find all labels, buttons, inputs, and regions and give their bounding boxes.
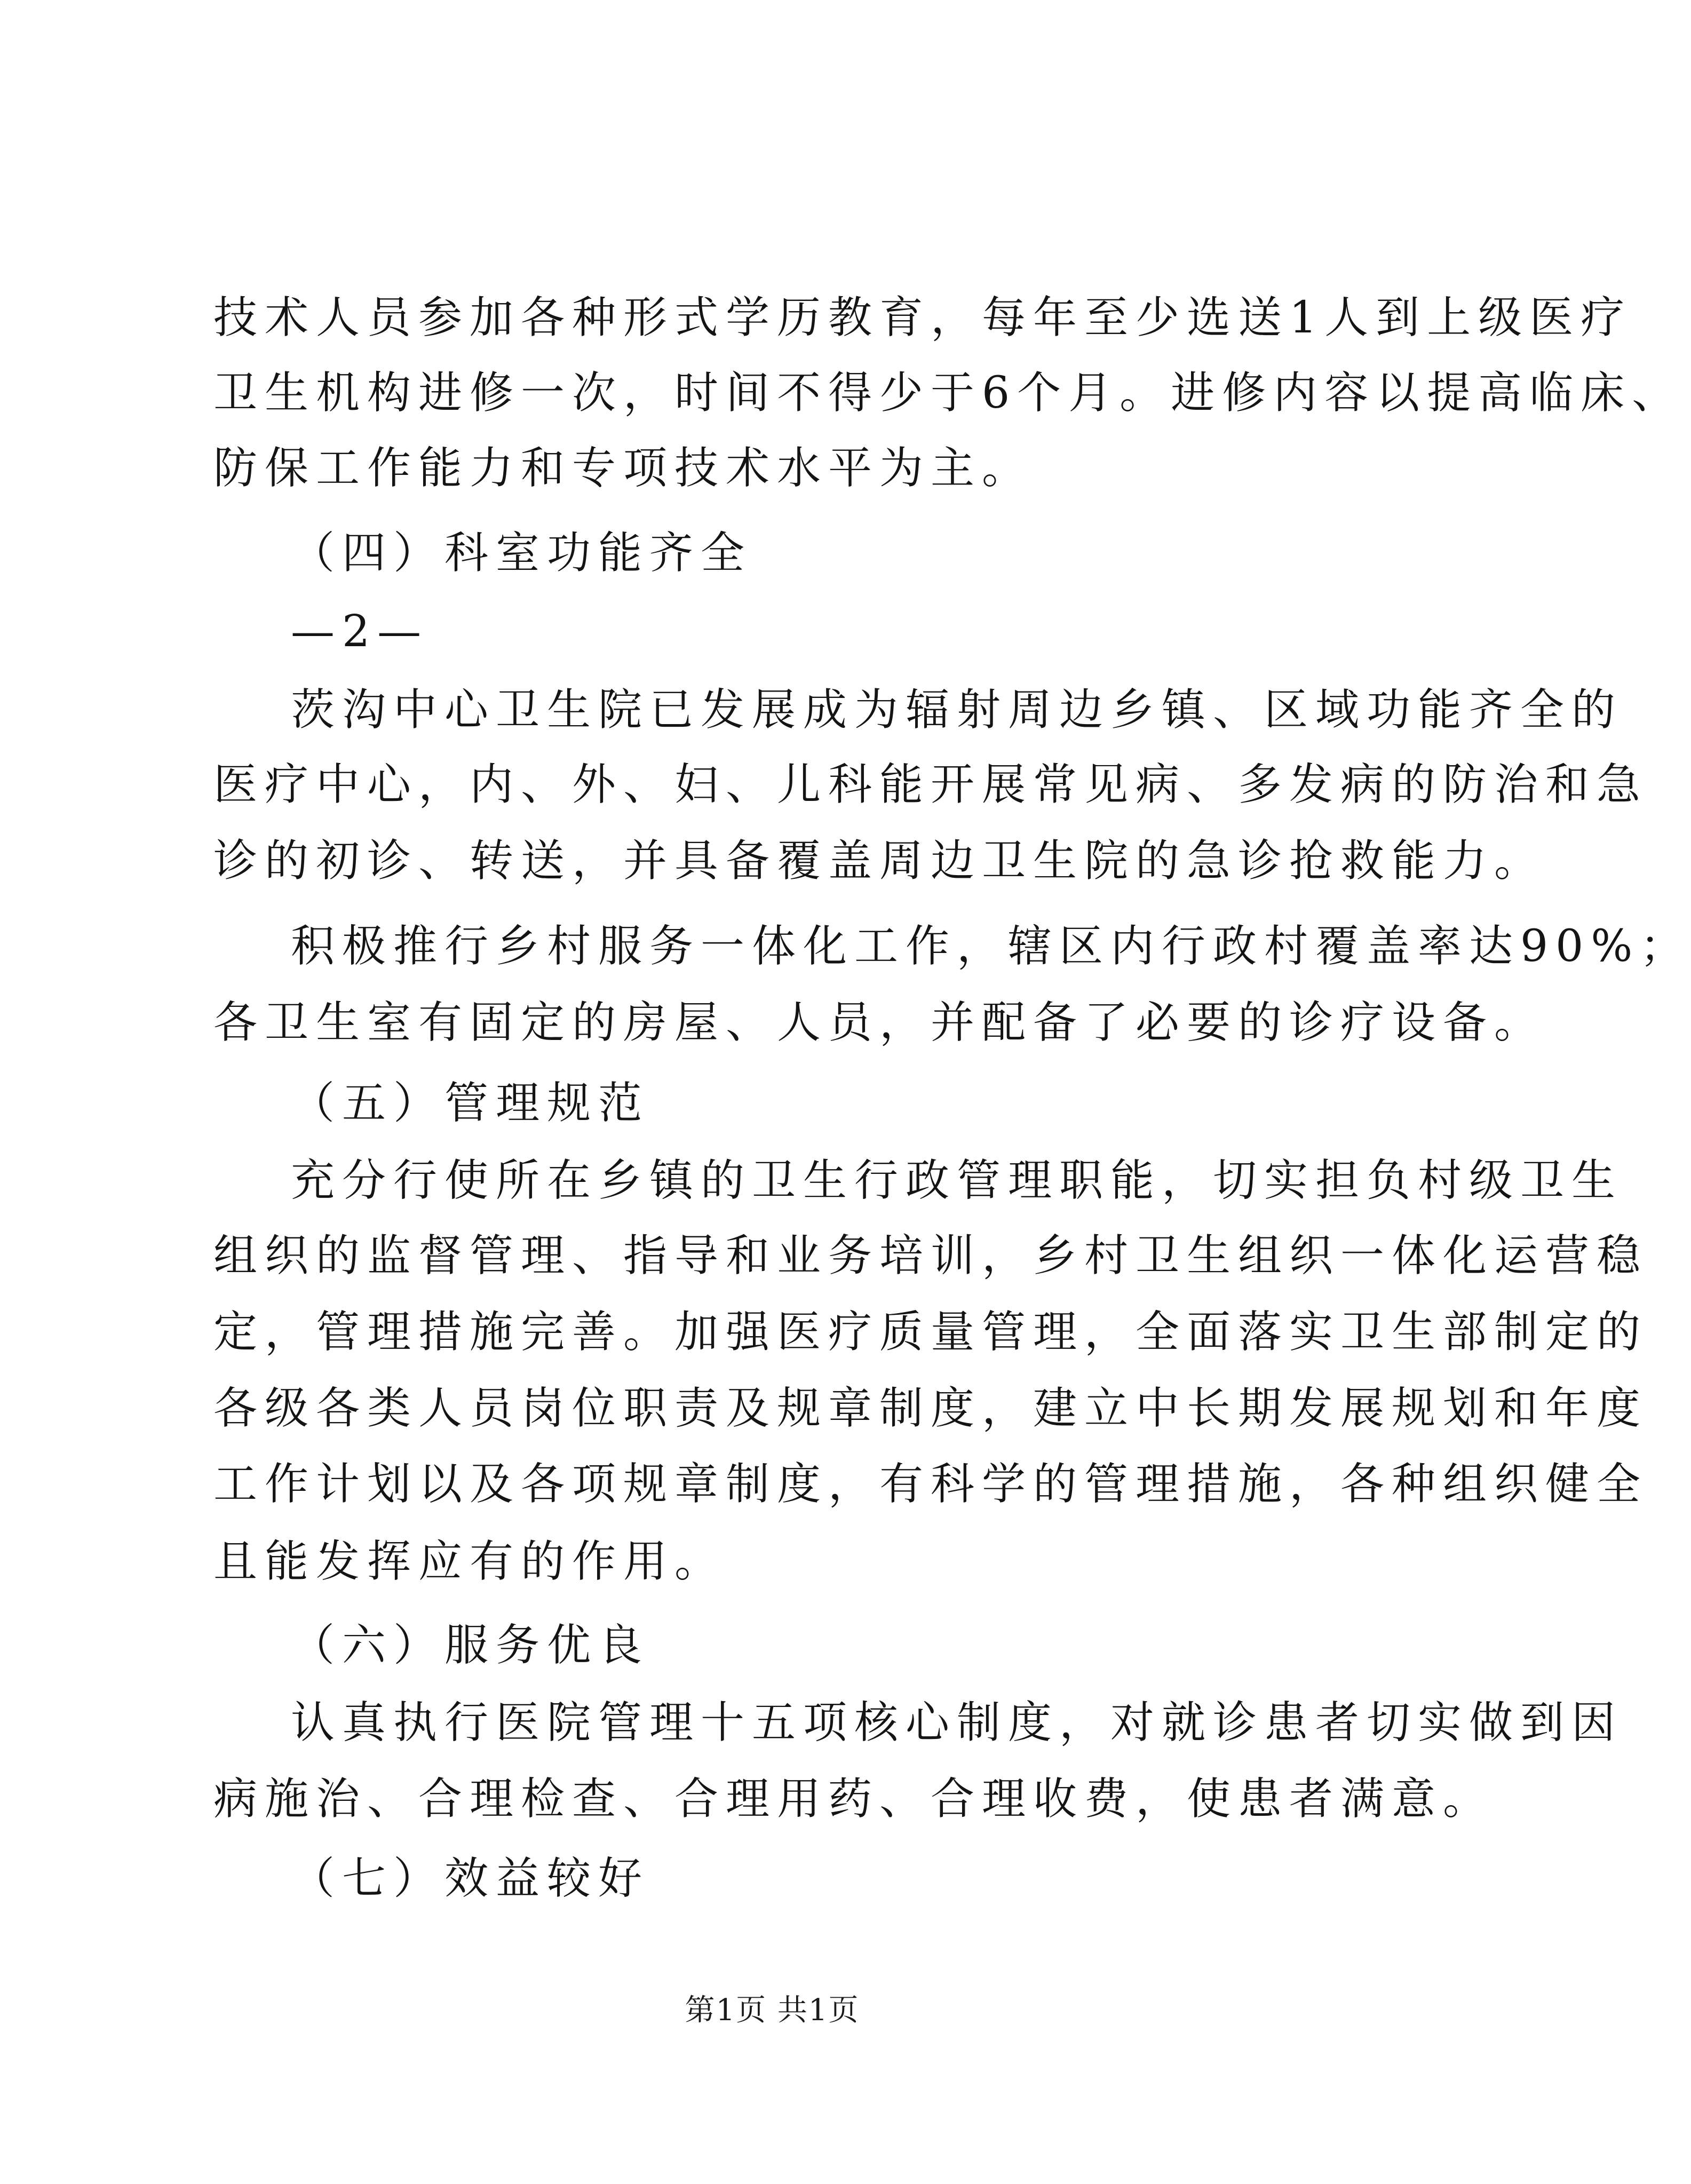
section-heading: （六）服务优良: [291, 1620, 650, 1671]
body-text-line: 组织的监督管理、指导和业务培训，乡村卫生组织一体化运营稳: [213, 1230, 1648, 1281]
body-text-line: 卫生机构进修一次，时间不得少于6个月。进修内容以提高临床、: [213, 368, 1684, 418]
body-text-line: 防保工作能力和专项技术水平为主。: [213, 443, 1034, 494]
section-heading: （四）科室功能齐全: [291, 528, 752, 578]
body-text-line: 积极推行乡村服务一体化工作，辖区内行政村覆盖率达90%；: [291, 921, 1691, 972]
section-heading: （五）管理规范: [291, 1078, 650, 1129]
body-text-line: 工作计划以及各项规章制度，有科学的管理措施，各种组织健全: [213, 1459, 1648, 1510]
page-marker: —2—: [291, 606, 429, 657]
body-text-line: 诊的初诊、转送，并具备覆盖周边卫生院的急诊抢救能力。: [213, 836, 1546, 886]
section-heading: （七）效益较好: [291, 1853, 650, 1904]
body-text-line: 病施治、合理检查、合理用药、合理收费，使患者满意。: [213, 1774, 1495, 1824]
body-text-line: 各卫生室有固定的房屋、人员，并配备了必要的诊疗设备。: [213, 997, 1546, 1048]
page-footer: 第1页 共1页: [685, 1993, 860, 2028]
body-text-line: 医疗中心，内、外、妇、儿科能开展常见病、多发病的防治和急: [213, 759, 1648, 810]
body-text-line: 茨沟中心卫生院已发展成为辐射周边乡镇、区域功能齐全的: [291, 685, 1623, 735]
body-text-line: 且能发挥应有的作用。: [213, 1536, 726, 1587]
body-text-line: 充分行使所在乡镇的卫生行政管理职能，切实担负村级卫生: [291, 1155, 1623, 1206]
body-text-line: 技术人员参加各种形式学历教育，每年至少选送1人到上级医疗: [213, 292, 1632, 343]
body-text-line: 各级各类人员岗位职责及规章制度，建立中长期发展规划和年度: [213, 1383, 1648, 1434]
body-text-line: 定，管理措施完善。加强医疗质量管理，全面落实卫生部制定的: [213, 1307, 1648, 1357]
body-text-line: 认真执行医院管理十五项核心制度，对就诊患者切实做到因: [291, 1697, 1623, 1748]
